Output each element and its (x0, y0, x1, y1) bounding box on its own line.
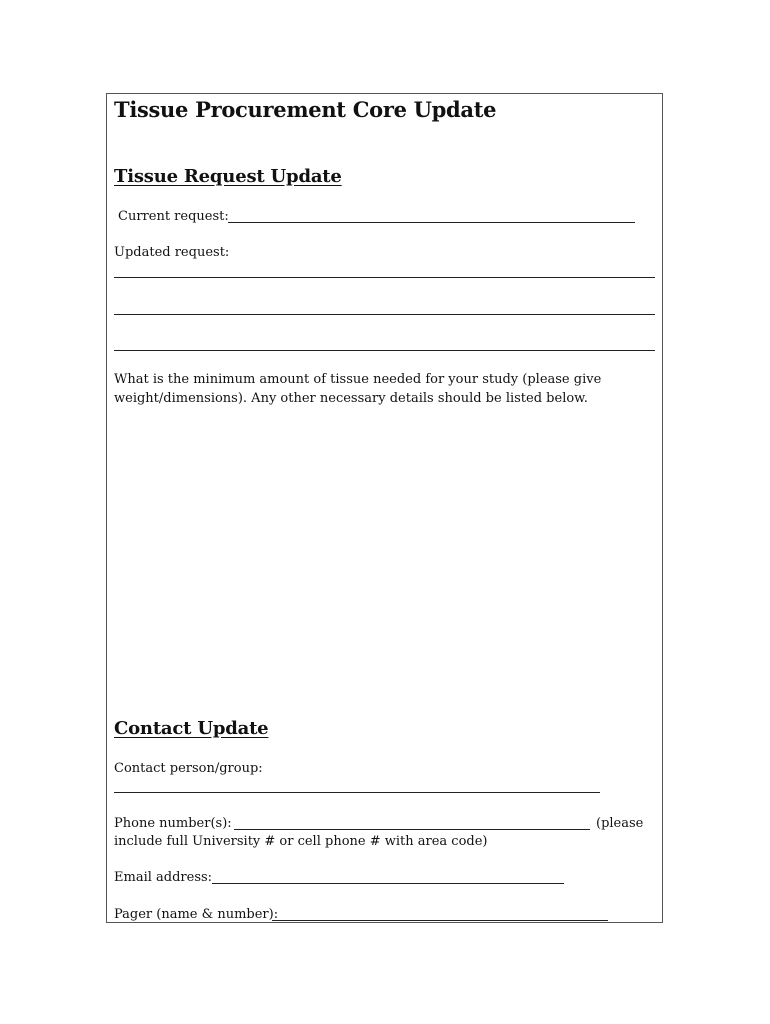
phone-label: Phone number(s): (114, 816, 232, 831)
contact-person-field[interactable] (114, 792, 600, 793)
current-request-label: Current request: (118, 209, 229, 224)
contact-update-heading: Contact Update (114, 718, 269, 739)
form-container (106, 93, 663, 923)
phone-field[interactable] (234, 829, 590, 830)
tissue-request-heading: Tissue Request Update (114, 166, 342, 187)
minimum-amount-prompt: What is the minimum amount of tissue needed for your study (please give weight/dimensions). Any other necessary details should be listed below. (114, 372, 602, 406)
phone-note-line2: include full University # or cell phone # with area code) (114, 834, 488, 849)
updated-request-field-line-2[interactable] (114, 314, 655, 315)
phone-note-inline: (please (596, 816, 644, 831)
updated-request-label: Updated request: (114, 245, 230, 260)
contact-person-label: Contact person/group: (114, 761, 263, 776)
current-request-field[interactable] (228, 222, 635, 223)
page-title: Tissue Procurement Core Update (114, 97, 497, 122)
email-label: Email address: (114, 870, 213, 885)
updated-request-field-line-3[interactable] (114, 350, 655, 351)
pager-label: Pager (name & number): (114, 907, 279, 922)
minimum-amount-details-area[interactable] (114, 412, 655, 702)
updated-request-field-line-1[interactable] (114, 277, 655, 278)
email-field[interactable] (212, 883, 564, 884)
pager-field[interactable] (272, 920, 608, 921)
